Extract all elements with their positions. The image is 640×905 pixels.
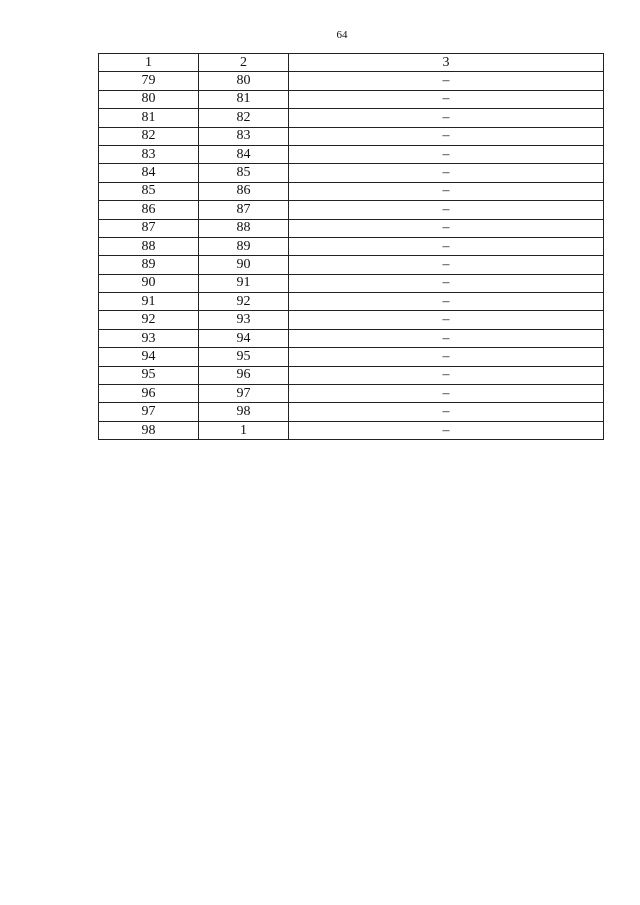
table-row	[99, 329, 604, 347]
table-cell: 86	[199, 182, 289, 200]
table-cell: –	[289, 145, 604, 163]
table-row	[99, 219, 604, 237]
table-cell: –	[289, 164, 604, 182]
table-cell: –	[289, 293, 604, 311]
table-row	[99, 256, 604, 274]
table-row	[99, 164, 604, 182]
table-cell: 91	[199, 274, 289, 292]
table-cell: 83	[199, 127, 289, 145]
table-header-row	[99, 54, 604, 72]
table-row	[99, 72, 604, 90]
table-cell: –	[289, 274, 604, 292]
table-cell: 98	[199, 403, 289, 421]
table-row	[99, 348, 604, 366]
data-table	[98, 53, 604, 440]
table-cell: 86	[99, 201, 199, 219]
table-cell: 93	[199, 311, 289, 329]
table-cell: 90	[99, 274, 199, 292]
column-header-1: 1	[99, 54, 199, 72]
table-cell: 96	[199, 366, 289, 384]
table-row	[99, 237, 604, 255]
table-cell: –	[289, 348, 604, 366]
table-cell: 92	[199, 293, 289, 311]
table-row	[99, 127, 604, 145]
table-row	[99, 109, 604, 127]
table-cell: –	[289, 201, 604, 219]
column-header-2: 2	[199, 54, 289, 72]
table-row	[99, 145, 604, 163]
table-row	[99, 201, 604, 219]
table-cell: –	[289, 90, 604, 108]
table-cell: 84	[199, 145, 289, 163]
page-number: 64	[336, 29, 348, 41]
table-cell: –	[289, 403, 604, 421]
table-cell: 83	[99, 145, 199, 163]
table-cell: –	[289, 329, 604, 347]
table-cell: 80	[199, 72, 289, 90]
table-cell: 89	[199, 237, 289, 255]
table-cell: 84	[99, 164, 199, 182]
table-cell: 90	[199, 256, 289, 274]
table-cell: 81	[199, 90, 289, 108]
table-cell: 85	[199, 164, 289, 182]
table-cell: –	[289, 311, 604, 329]
table-cell: –	[289, 385, 604, 403]
table-row	[99, 385, 604, 403]
table-cell: 80	[99, 90, 199, 108]
table-cell: 94	[199, 329, 289, 347]
table-cell: –	[289, 127, 604, 145]
table-row	[99, 90, 604, 108]
table-cell: 91	[99, 293, 199, 311]
table-cell: 79	[99, 72, 199, 90]
table-cell: –	[289, 421, 604, 439]
table-cell: 88	[199, 219, 289, 237]
table-cell: –	[289, 256, 604, 274]
table-row	[99, 366, 604, 384]
table-cell: 92	[99, 311, 199, 329]
table-cell: 82	[99, 127, 199, 145]
table-cell: 85	[99, 182, 199, 200]
table-cell: –	[289, 109, 604, 127]
table-cell: 94	[99, 348, 199, 366]
table-cell: 98	[99, 421, 199, 439]
table-cell: 82	[199, 109, 289, 127]
table-row	[99, 293, 604, 311]
table-cell: 87	[199, 201, 289, 219]
table-cell: 81	[99, 109, 199, 127]
table-cell: 96	[99, 385, 199, 403]
table-row	[99, 403, 604, 421]
table-cell: 88	[99, 237, 199, 255]
table-row	[99, 274, 604, 292]
table-cell: 89	[99, 256, 199, 274]
table-cell: 97	[199, 385, 289, 403]
table-row	[99, 421, 604, 439]
table-cell: 97	[99, 403, 199, 421]
table-cell: 93	[99, 329, 199, 347]
table-cell: –	[289, 219, 604, 237]
table-cell: –	[289, 182, 604, 200]
table-row	[99, 182, 604, 200]
table-cell: 1	[199, 421, 289, 439]
table-row	[99, 311, 604, 329]
table-cell: –	[289, 72, 604, 90]
table-cell: –	[289, 237, 604, 255]
table-cell: –	[289, 366, 604, 384]
table-cell: 95	[199, 348, 289, 366]
column-header-3: 3	[289, 54, 604, 72]
table-cell: 95	[99, 366, 199, 384]
table-cell: 87	[99, 219, 199, 237]
